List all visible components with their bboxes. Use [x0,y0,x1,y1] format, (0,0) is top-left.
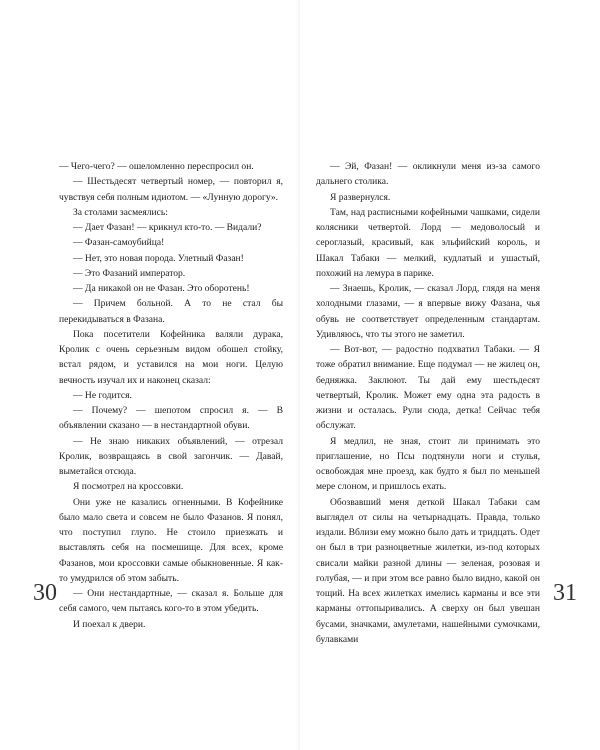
right-page [300,0,600,750]
paragraph: — Знаешь, Кролик, — сказал Лорд, глядя на меня холодными глазами, — я впервые вижу Фазана, чья обувь не соответствует определенным стандартам. Удивляюсь, что ты этого не заметил. [316,283,540,340]
paragraph: Пока посетители Кофейника валяли дурака, Кролик с очень серьезным видом обошел стойку, встал рядом, и уставился на мои ноги. Целую вечность изучал их и наконец сказал: [59,328,283,386]
paragraph: — Дает Фазан! — крикнул кто-то. — Видали? [73,222,262,233]
paragraph: — Вот-вот, — радостно подхватил Табаки. — Я тоже обратил внимание. Еще подумал — не жилец он, бедняжка. Заклюют. Ты дай ему шестьдесят четвертый, Кролик. Может ему одна эта радость в жизни и осталась. Рули сюда, детка! Сейчас тебя обслужат. [316,344,540,432]
paragraph: — Причем больной. А то не стал бы перекидываться в Фазана. [59,298,283,325]
paragraph: Там, над расписными кофейными чашками, сидели колясники четвертой. Лорд — медоволосый и сероглазый, красивый, как эльфийский король, и Шакал Табаки — мелкий, кудлатый и ушастый, похожий на лемура в парике. [316,206,540,279]
paragraph: Они уже не казались огненными. В Кофейнике было мало света и совсем не было Фазанов. Я понял, что поступил глупо. Не стоило приезжать и выставлять себя на посмешище. Для всех, кроме Фазанов, мои кроссовки самые обыкновенные. Я как-то умудрился об этом забыть. [59,496,283,584]
paragraph: — Да никакой он не Фазан. Это оборотень! [73,283,250,294]
paragraph: — Это Фазаний император. [73,267,186,279]
paragraph: Обозвавший меня деткой Шакал Табаки сам выглядел от силы на четырнадцать. Правда, только издали. Вблизи ему можно было дать и тридцать. Одет он был в три разноцветные жилетки, из-под которых свисали майки разной длины — зеленая, розовая и голубая, — и при этом все равно было видно, какой он тощий. На всех жилетках имелись карманы и все эти карманы оттопыривались. А сверху он был увешан бусами, значками, амулетами, нашейными сумочками, булавками [316,496,540,645]
paragraph: — Шестьдесят четвертый номер, — повторил я, чувствуя себя полным идиотом. — «Лунную дорогу». [59,176,283,203]
paragraph: Я медлил, не зная, стоит ли принимать это приглашение, но Псы подтянули ноги и стулья, освобождая мне проезд, как будто я был по меньшей мере слоном, и пришлось ехать. [316,435,540,493]
paragraph: — Фазан-самоубийца! [73,237,165,249]
paragraph: Я посмотрел на кроссовки. [73,481,184,493]
paragraph: — Не годится. [73,389,132,401]
right-page-text [316,159,540,647]
paragraph: Я развернулся. [330,191,391,203]
paragraph: — Они нестандартные, — сказал я. Больше для себя самого, чем пытаясь кого-то в этом убедить. [59,588,283,615]
paragraph: — Не знаю никаких объявлений, — отрезал Кролик, возвращаясь в свой загончик. — Давай, выметайся отсюда. [59,435,283,477]
left-page-text [59,159,283,632]
page-number: 31 [553,580,577,606]
paragraph: И поехал к двери. [73,618,146,630]
paragraph: За столами засмеялись: [73,206,168,218]
paragraph: — Чего-чего? — ошеломленно переспросил он. [59,161,254,172]
paragraph: — Почему? — шепотом спросил я. — В объявлении сказано — в нестандартной обуви. [59,405,283,432]
paragraph: — Эй, Фазан! — окликнули меня из-за самого дальнего столика. [316,161,540,188]
page-number: 30 [33,580,57,606]
paragraph: — Нет, это новая порода. Улетный Фазан! [73,252,244,264]
